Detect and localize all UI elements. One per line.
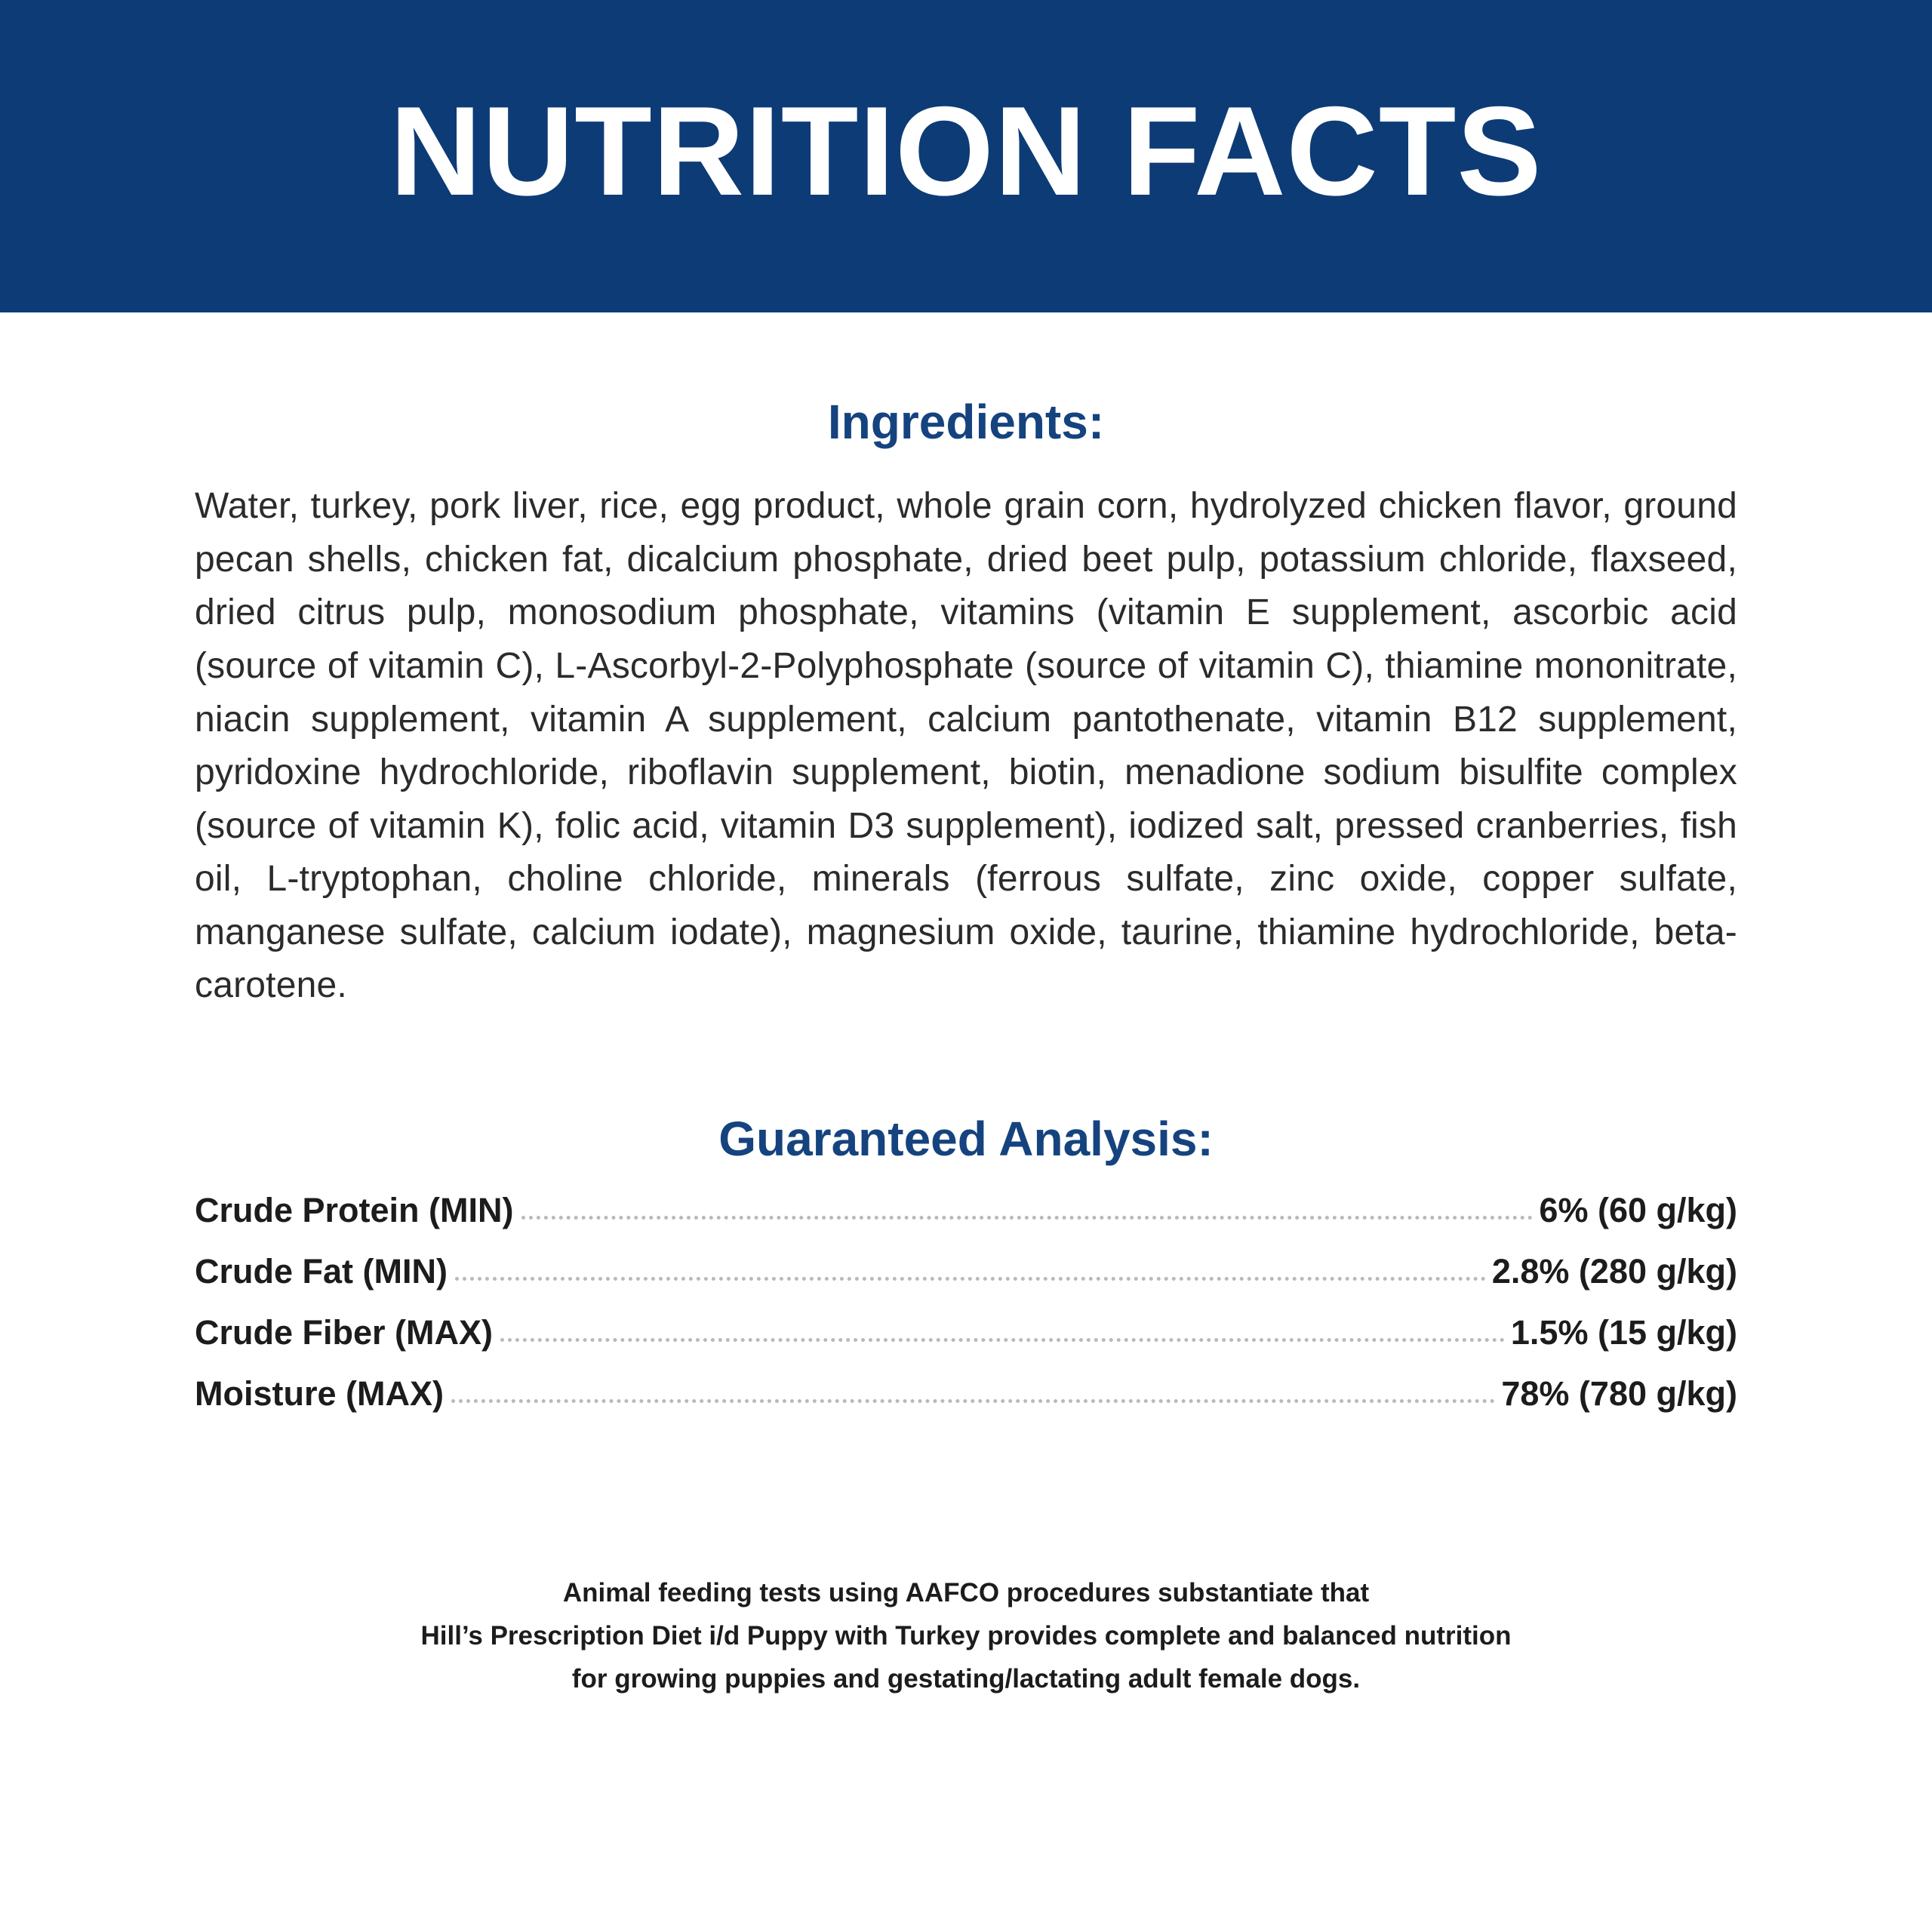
header-banner <box>0 0 1932 312</box>
analysis-label: Crude Protein (MIN) <box>195 1191 514 1230</box>
analysis-label: Crude Fiber (MAX) <box>195 1313 494 1352</box>
guaranteed-analysis-heading: Guaranteed Analysis: <box>718 1111 1214 1166</box>
analysis-value: 6% (60 g/kg) <box>1539 1191 1737 1230</box>
aafco-statement-line-1: Animal feeding tests using AAFCO procedures substantiate that <box>562 1578 1370 1608</box>
table-row <box>195 1374 1737 1414</box>
aafco-statement-line-2: Hill’s Prescription Diet i/d Puppy with Turkey provides complete and balanced nutrition <box>420 1620 1512 1651</box>
ingredients-heading: Ingredients: <box>827 395 1105 449</box>
page-title: NUTRITION FACTS <box>389 80 1543 222</box>
analysis-value: 2.8% (280 g/kg) <box>1491 1252 1737 1291</box>
aafco-statement-line-3: for growing puppies and gestating/lactating adult female dogs. <box>571 1663 1361 1694</box>
ingredients-text: Water, turkey, pork liver, rice, egg product, whole grain corn, hydrolyzed chicken flavor, ground pecan shells, chicken fat, dicalcium phosphate, dried beet pulp, potassium chloride, flaxseed, dried citrus pulp, monosodium phosphate, vitamins (vitamin E supplement, ascorbic acid (source of vitamin C), L-Ascorbyl-2-Polyphosphate (source of vitamin C), thiamine mononitrate, niacin supplement, vitamin A supplement, calcium pantothenate, vitamin B12 supplement, pyridoxine hydrochloride, riboflavin supplement, biotin, menadione sodium bisulfite complex (source of vitamin K), folic acid, vitamin D3 supplement), iodized salt, pressed cranberries, fish oil, L-tryptophan, choline chloride, minerals (ferrous sulfate, zinc oxide, copper sulfate, manganese sulfate, calcium iodate), magnesium oxide, taurine, thiamine hydrochloride, beta-carotene. <box>195 486 1737 1006</box>
aafco-statement <box>195 1572 1737 1700</box>
dot-leader <box>455 1277 1486 1281</box>
guaranteed-analysis-table <box>195 1191 1737 1414</box>
analysis-value: 78% (780 g/kg) <box>1501 1374 1737 1414</box>
table-row <box>195 1252 1737 1291</box>
content-area <box>0 312 1932 1700</box>
table-row <box>195 1313 1737 1352</box>
table-row <box>195 1191 1737 1230</box>
analysis-label: Crude Fat (MIN) <box>195 1252 448 1291</box>
analysis-label: Moisture (MAX) <box>195 1374 444 1414</box>
analysis-value: 1.5% (15 g/kg) <box>1510 1313 1737 1352</box>
dot-leader <box>451 1399 1495 1403</box>
dot-leader <box>500 1338 1505 1342</box>
dot-leader <box>521 1216 1534 1220</box>
